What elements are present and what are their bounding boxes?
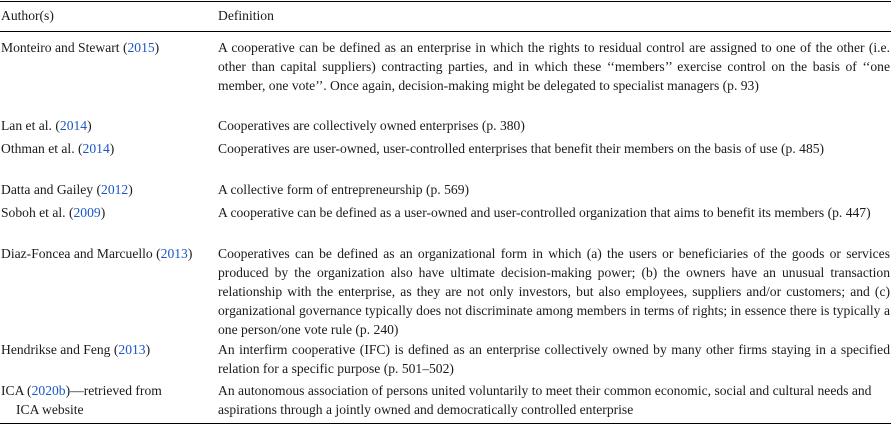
author-cell: [1, 340, 221, 359]
citation-year-link[interactable]: 2009: [73, 205, 101, 220]
author-name: Othman et al. (: [1, 141, 83, 156]
definition-cell: An interfirm cooperative (IFC) is defined as an enterprise collectively owned by many other firms staying in a specified relation for a specific purpose (p. 501–502): [218, 342, 890, 376]
definition-cell: A collective form of entrepreneurship (p. 569): [218, 182, 470, 197]
author-tail: ): [145, 342, 151, 357]
author-cell: [1, 116, 221, 135]
citation-year-link[interactable]: 2020b: [31, 383, 66, 398]
table-header-rule: [0, 31, 891, 32]
author-name: Monteiro and Stewart (: [1, 40, 128, 55]
author-tail: ): [87, 118, 92, 133]
author-cell: [1, 244, 221, 263]
author-name: ICA (: [1, 383, 32, 398]
author-cell: [1, 203, 221, 222]
definition-cell: Cooperatives can be defined as an organizational form in which (a) the users or beneficiaries of the goods or services produced by the organization also have ultimate decision-making power; (b) the owners have an unusual transaction relationship with the enterprise, as they are not only investors, but also employees, suppliers and/or customers; and (c) organizational governance typically does not discriminate among members in terms of rights; in essence there is typically a one person/one vote rule (p. 240): [218, 246, 890, 337]
author-name: Soboh et al. (: [1, 205, 74, 220]
author-tail: ): [109, 141, 115, 156]
definition-cell: Cooperatives are user-owned, user-controlled enterprises that benefit their members on the basis of use (p. 485): [218, 141, 825, 156]
author-cell: [1, 180, 221, 199]
author-tail: ): [187, 246, 193, 261]
author-cell: [1, 38, 221, 57]
citation-year-link[interactable]: 2013: [160, 246, 188, 261]
definition-cell: An autonomous association of persons united voluntarily to meet their common economic, social and cultural needs and aspirations through a jointly owned and democratically controlled enterprise: [218, 383, 872, 417]
table-top-rule: [0, 1, 891, 2]
author-tail: ): [100, 205, 106, 220]
author-name: Hendrikse and Feng (: [1, 342, 119, 357]
author-tail: ): [154, 40, 160, 55]
author-name: Diaz-Foncea and Marcuello (: [1, 246, 161, 261]
author-name: Lan et al. (: [1, 118, 60, 133]
citation-year-link[interactable]: 2014: [59, 118, 88, 133]
header-definition: Definition: [218, 8, 274, 23]
author-cell: [1, 381, 221, 419]
author-tail: ): [128, 182, 133, 197]
header-author: Author(s): [1, 8, 54, 23]
table-bottom-rule: [0, 423, 891, 424]
citation-year-link[interactable]: 2012: [101, 182, 129, 197]
author-cell: [1, 139, 221, 158]
definition-cell: A cooperative can be defined as a user-owned and user-controlled organization that aims to benefit its members (p. 447): [218, 205, 871, 220]
citation-year-link[interactable]: 2015: [127, 40, 155, 55]
definition-cell: A cooperative can be defined as an enterprise in which the rights to residual control are assigned to one of the other (i.e. other than capital suppliers) contracting parties, and in which these ‘‘members’’ exercise control on the basis of ‘‘one member, one vote’’. Once again, decision-making might be delegated to specialist managers (p. 93): [218, 40, 890, 93]
author-tail: )—retrieved from: [65, 383, 162, 398]
author-name: Datta and Gailey (: [1, 182, 102, 197]
citation-year-link[interactable]: 2014: [82, 141, 110, 156]
author-extra: ICA website: [16, 402, 84, 417]
definition-cell: Cooperatives are collectively owned enterprises (p. 380): [218, 118, 525, 133]
citation-year-link[interactable]: 2013: [118, 342, 146, 357]
